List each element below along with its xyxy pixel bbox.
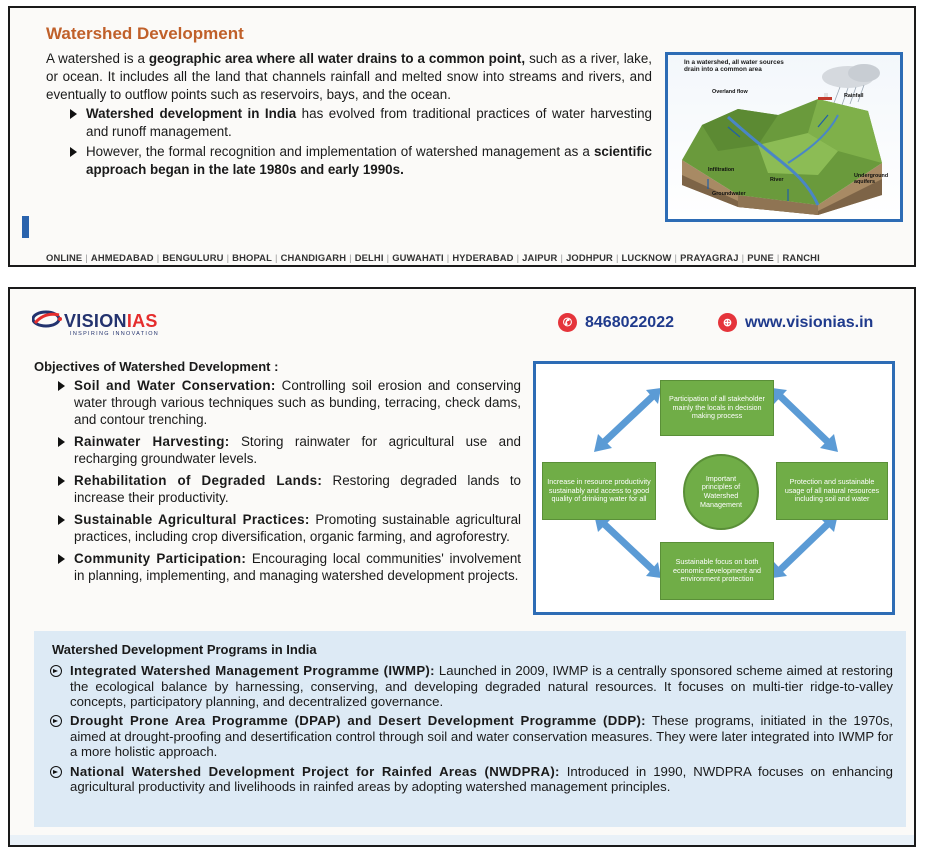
city-separator: | (386, 252, 390, 263)
city-link[interactable]: BENGULURU (162, 252, 224, 263)
city-separator: | (226, 252, 230, 263)
city-link[interactable]: JODHPUR (566, 252, 613, 263)
logo-wordmark: VISIONIAS (64, 311, 158, 331)
objective-item: Community Participation: Encouraging local communities' involvement in planning, implementing, and managing watershed development projects. (34, 550, 521, 584)
slide-watershed-intro (8, 6, 916, 267)
city-link[interactable]: GUWAHATI (392, 252, 444, 263)
city-link[interactable]: RANCHI (782, 252, 820, 263)
objective-item: Sustainable Agricultural Practices: Promoting sustainable agricultural practices, including crop diversification, organic farming, and agroforestry. (34, 511, 521, 545)
slide-title: Watershed Development (46, 24, 244, 43)
arrow-top-right (780, 396, 830, 444)
circle-arrow-bullet-icon (50, 665, 62, 677)
city-separator: | (274, 252, 278, 263)
logo-tagline: INSPIRING INNOVATION (70, 331, 160, 337)
programs-heading: Watershed Development Programs in India (52, 642, 317, 657)
diagram-label: Infiltration (708, 167, 735, 173)
city-separator: | (776, 252, 780, 263)
principle-left-box: Increase in resource productivity sustainably and access to good quality of drinking water for all (542, 462, 656, 520)
bullet-triangle-icon (58, 437, 65, 447)
city-separator: | (560, 252, 564, 263)
objectives-heading: Objectives of Watershed Development : (34, 359, 279, 374)
city-separator: | (446, 252, 450, 263)
arrow-top-left (602, 396, 653, 444)
city-separator: | (85, 252, 88, 263)
principle-center-circle: Important principles of Watershed Management (683, 454, 759, 530)
bullet-item: Watershed development in India has evolved from traditional practices of water harvesting and runoff management. (46, 105, 652, 141)
website-link[interactable] (718, 313, 873, 332)
objective-item: Soil and Water Conservation: Controlling soil erosion and conserving water through various techniques such as bunding, terracing, check dams, and contour trenching. (34, 377, 521, 429)
circle-arrow-bullet-icon (50, 766, 62, 778)
watershed-illustration (665, 52, 903, 222)
city-link[interactable]: HYDERABAD (452, 252, 514, 263)
phone-number: 8468022022 (585, 313, 674, 331)
bullet-triangle-icon (58, 381, 65, 391)
principle-top-box: Participation of all stakeholder mainly the locals in decision making process (660, 380, 774, 436)
logo-swoosh-icon (32, 307, 62, 331)
diagram-caption: In a watershed, all water sources drain into a common area (684, 59, 784, 73)
slide-side-marker (22, 216, 29, 238)
objectives-list (34, 377, 521, 589)
circle-arrow-bullet-icon (50, 715, 62, 727)
programs-section (34, 631, 906, 827)
city-link[interactable]: LUCKNOW (621, 252, 672, 263)
watershed-landscape-image (668, 55, 900, 219)
bullet-triangle-icon (58, 554, 65, 564)
intro-paragraph: A watershed is a geographic area where all water drains to a common point, such as a river, lake, or ocean. It includes all the land that channels rainfall and melted snow into streams and rivers, and eventually to outflow points such as reservoirs, bays, and the ocean. (46, 51, 652, 102)
principles-cycle-diagram (533, 361, 895, 615)
principle-right-box: Protection and sustainable usage of all natural resources including soil and water (776, 462, 888, 520)
program-item: Integrated Watershed Management Programme (IWMP): Launched in 2009, IWMP is a centrally sponsored scheme aimed at restoring the ecological balance by harnessing, conserving, and developing degraded natural resources. It focuses on multi-tier ridge-to-valley concepts, participatory planning, and decentralized governance. (48, 663, 893, 710)
arrow-bottom-right (780, 522, 830, 570)
city-link[interactable]: BHOPAL (232, 252, 272, 263)
diagram-label: Underground aquifers (854, 173, 889, 185)
diagram-label: Overland flow (712, 89, 748, 95)
objective-item: Rainwater Harvesting: Storing rainwater for agricultural use and recharging groundwater levels. (34, 433, 521, 467)
city-separator: | (741, 252, 745, 263)
globe-icon: ⊕ (718, 313, 737, 332)
city-separator: | (516, 252, 520, 263)
city-link[interactable]: AHMEDABAD (90, 252, 154, 263)
city-link[interactable]: PRAYAGRAJ (680, 252, 739, 263)
bullet-triangle-icon (70, 109, 77, 119)
city-separator: | (674, 252, 678, 263)
program-item: Drought Prone Area Programme (DPAP) and Desert Development Programme (DDP): These programs, initiated in the 1970s, aimed at drought-proofing and desertification control through soil and water conservation measures. They were later integrated into IWMP for a more holistic approach. (48, 713, 893, 760)
city-link[interactable]: PUNE (747, 252, 774, 263)
phone-contact[interactable] (558, 313, 674, 332)
slide-watershed-objectives (8, 287, 916, 847)
programs-list (48, 663, 893, 798)
city-separator: | (615, 252, 619, 263)
intro-text-block (46, 50, 652, 179)
program-item: National Watershed Development Project for Rainfed Areas (NWDPRA): Introduced in 1990, NWDPRA focuses on enhancing agricultural productivity and livelihoods in rainfed areas by adopting watershed management principles. (48, 764, 893, 795)
principle-bottom-box: Sustainable focus on both economic development and environment protection (660, 542, 774, 600)
city-link[interactable]: ONLINE (46, 252, 83, 263)
bullet-item: However, the formal recognition and implementation of watershed management as a scientific approach began in the late 1980s and early 1990s. (46, 143, 652, 179)
bullet-triangle-icon (70, 147, 77, 157)
city-list-footer (46, 252, 820, 263)
diagram-label: Groundwater (712, 191, 746, 197)
bullet-triangle-icon (58, 515, 65, 525)
city-link[interactable]: CHANDIGARH (280, 252, 347, 263)
visionias-logo (32, 307, 160, 337)
city-separator: | (349, 252, 352, 263)
objective-item: Rehabilitation of Degraded Lands: Restoring degraded lands to increase their productivity. (34, 472, 521, 506)
city-separator: | (156, 252, 160, 263)
diagram-label: River (770, 177, 784, 183)
diagram-label: Rainfall (844, 93, 864, 99)
city-link[interactable]: DELHI (354, 252, 384, 263)
website-url: www.visionias.in (745, 313, 874, 331)
arrow-bottom-left (602, 522, 653, 570)
city-link[interactable]: JAIPUR (522, 252, 558, 263)
slide-footer-strip (10, 835, 914, 845)
phone-icon: ✆ (558, 313, 577, 332)
bullet-triangle-icon (58, 476, 65, 486)
